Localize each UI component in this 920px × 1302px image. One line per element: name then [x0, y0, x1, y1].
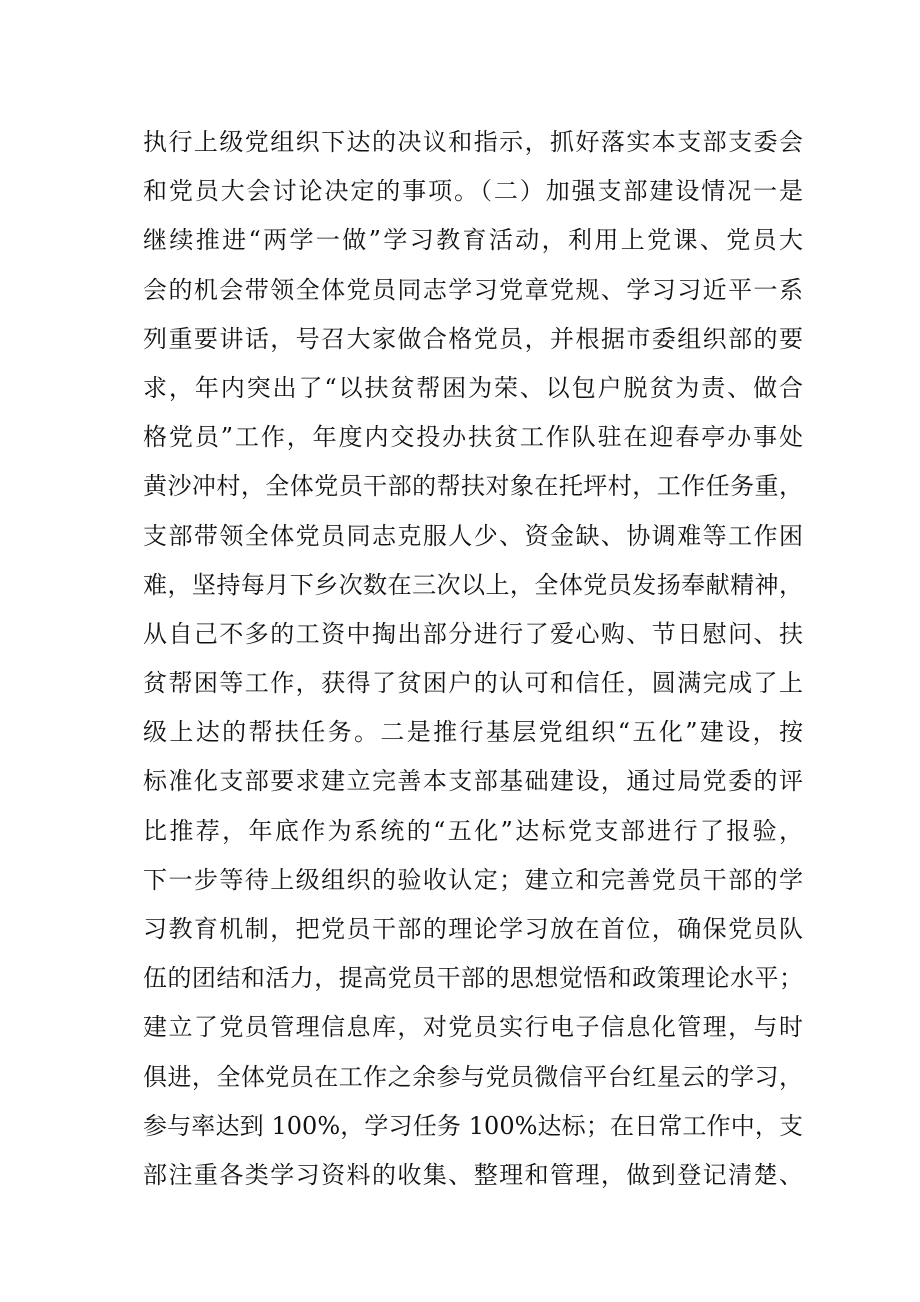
text-line-15: 比推荐，年底作为系统的“五化”达标党支部进行了报验，	[143, 816, 803, 845]
text-line-18: 伍的团结和活力，提高党员干部的思想觉悟和政策理论水平；	[143, 964, 803, 993]
text-line-20: 俱进，全体党员在工作之余参与党员微信平台红星云的学习，	[143, 1062, 803, 1091]
text-line-16: 下一步等待上级组织的验收认定；建立和完善党员干部的学	[143, 865, 803, 894]
text-line-14: 标准化支部要求建立完善本支部基础建设，通过局党委的评	[143, 767, 803, 796]
text-line-17: 习教育机制，把党员干部的理论学习放在首位，确保党员队	[143, 915, 803, 943]
body-text	[143, 118, 803, 1200]
text-line-19: 建立了党员管理信息库，对党员实行电子信息化管理，与时	[143, 1013, 803, 1042]
text-line-11: 从自己不多的工资中掏出部分进行了爱心购、节日慰问、扶	[143, 619, 803, 648]
text-line-8: 黄沙冲村，全体党员干部的帮扶对象在托坪村，工作任务重，	[143, 472, 803, 501]
text-line-9: 支部带领全体党员同志克服人少、资金缺、协调难等工作困	[143, 521, 803, 550]
text-line-21: 参与率达到 100%，学习任务 100%达标；在日常工作中，支	[143, 1111, 803, 1140]
text-line-13: 级上达的帮扶任务。二是推行基层党组织“五化”建设，按	[143, 718, 803, 747]
text-line-1: 执行上级党组织下达的决议和指示，抓好落实本支部支委会	[143, 128, 803, 156]
text-line-7: 格党员”工作，年度内交投办扶贫工作队驻在迎春亭办事处	[143, 423, 803, 452]
text-line-4: 会的机会带领全体党员同志学习党章党规、学习习近平一系	[143, 275, 803, 304]
text-line-5: 列重要讲话，号召大家做合格党员，并根据市委组织部的要	[143, 324, 803, 353]
text-line-22: 部注重各类学习资料的收集、整理和管理，做到登记清楚、	[143, 1160, 803, 1189]
text-line-3: 继续推进“两学一做”学习教育活动，利用上党课、党员大	[143, 226, 803, 255]
text-line-12: 贫帮困等工作，获得了贫困户的认可和信任，圆满完成了上	[143, 669, 803, 698]
text-line-2: 和党员大会讨论决定的事项。（二）加强支部建设情况一是	[143, 177, 803, 206]
text-line-6: 求，年内突出了“以扶贫帮困为荣、以包户脱贫为责、做合	[143, 373, 803, 402]
text-line-10: 难，坚持每月下乡次数在三次以上，全体党员发扬奉献精神，	[143, 570, 803, 599]
